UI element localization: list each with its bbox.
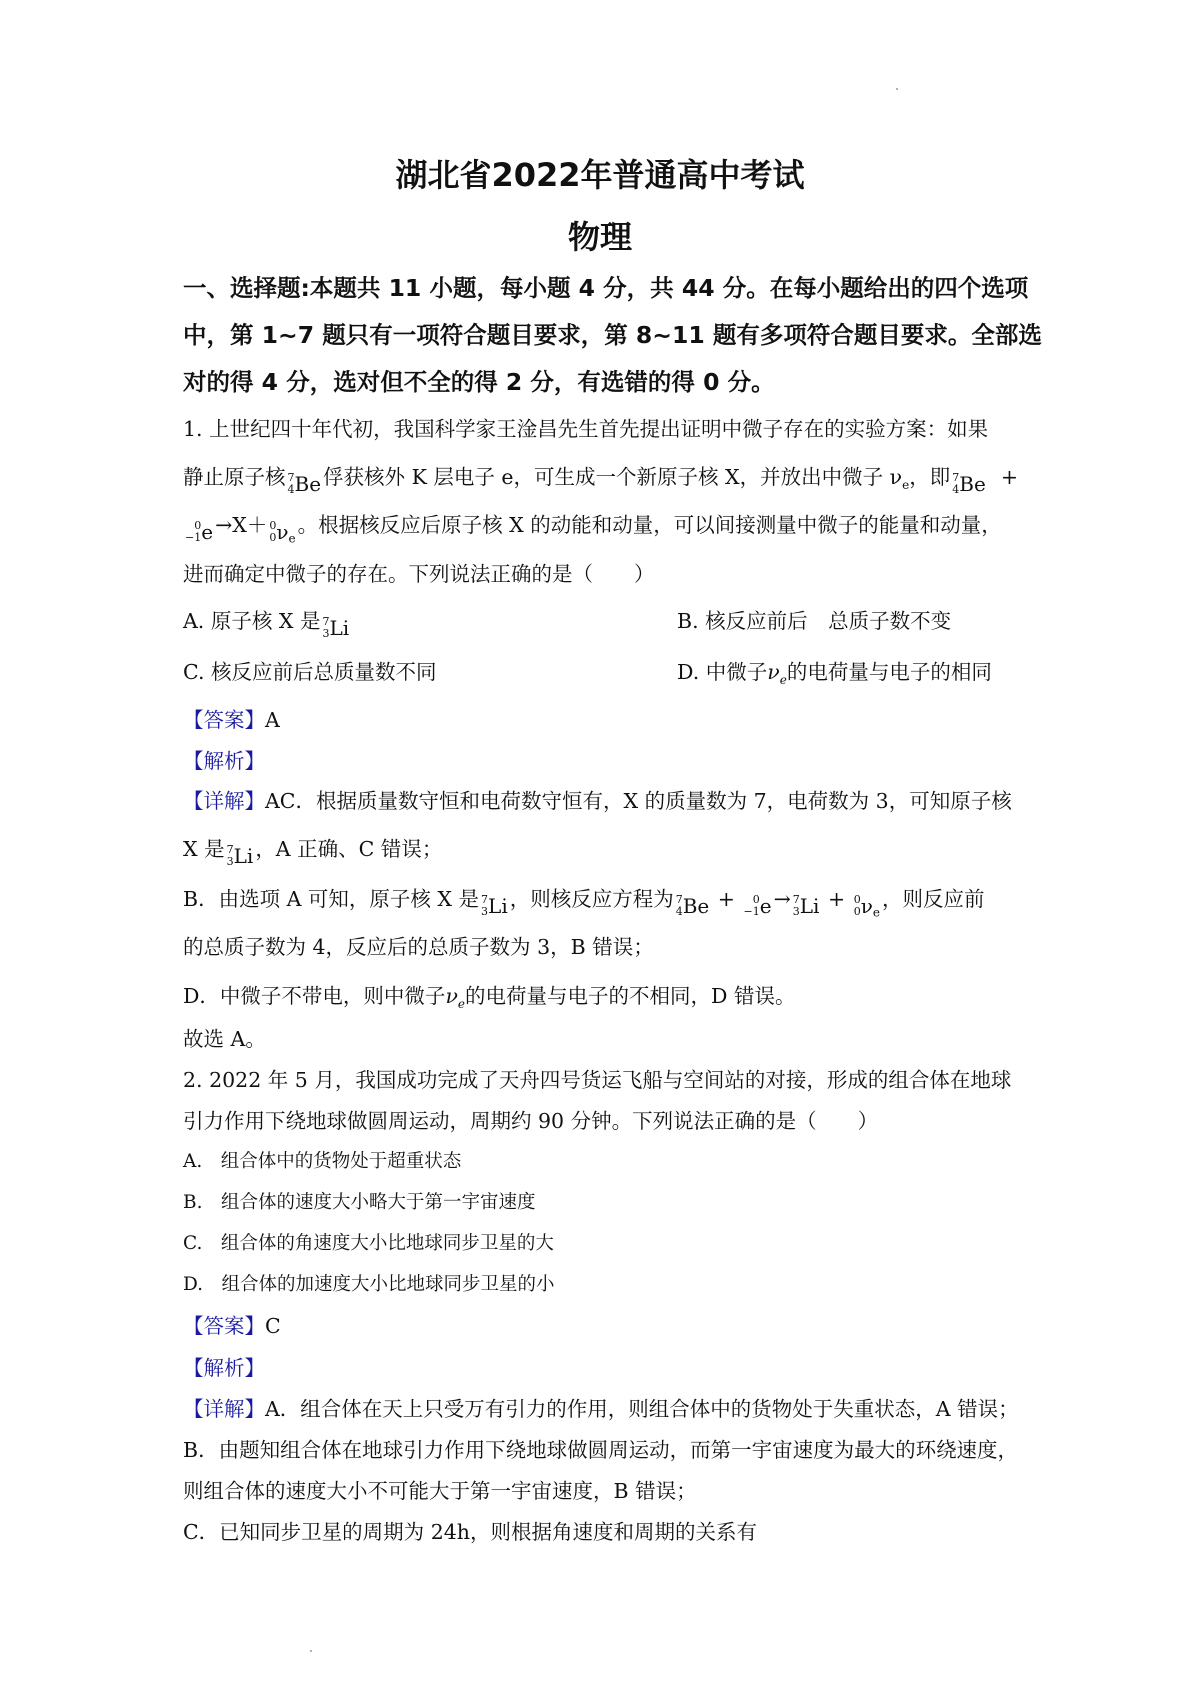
nuclide-neutrino: 0 0 $\nu_e$ [269, 518, 296, 546]
section-instruction: 中，第 1~7 题只有一项符合题目要求，第 8~11 题有多项符合题目要求。全部选 [183, 321, 1042, 349]
q2-option-b: B. 组合体的速度大小略大于第一宇宙速度 [183, 1192, 536, 1213]
q1-analysis-tag: 【解析】 [183, 749, 265, 773]
q1-option-a: A. 原子核 X 是 7 3 Li [183, 609, 350, 640]
q1-stem: 静止原子核 7 4 Be俘获核外 K 层电子 e，可生成一个新原子核 X，并放出中微子 $\nu_e$，即 7 4 Be + [183, 465, 1019, 496]
q2-detail: 【详解】A．组合体在天上只受万有引力的作用，则组合体中的货物处于失重状态，A 错误； [183, 1397, 1019, 1421]
section-instruction: 一、选择题:本题共 11 小题，每小题 4 分，共 44 分。在每小题给出的四个选项 [183, 274, 1029, 302]
subject-title: 物理 [567, 218, 632, 256]
nuclide-be: 7 4 Be [952, 470, 986, 496]
q2-stem: 2. 2022 年 5 月，我国成功完成了天舟四号货运飞船与空间站的对接，形成的组合体在地球 [183, 1068, 1012, 1092]
q1-detail: B．由选项 A 可知，原子核 X 是 7 3 Li，则核反应方程为 7 4 Be + 0 −1 e→ 7 3 Li + 0 0 $\nu_e$，则反应前 [183, 887, 985, 920]
q1-stem: 进而确定中微子的存在。下列说法正确的是（ ） [183, 562, 655, 586]
q2-stem: 引力作用下绕地球做圆周运动，周期约 90 分钟。下列说法正确的是（ ） [183, 1109, 879, 1133]
q2-analysis-tag: 【解析】 [183, 1356, 265, 1380]
q1-detail: 的总质子数为 4，反应后的总质子数为 3，B 错误； [183, 935, 654, 959]
scan-dot [310, 1650, 312, 1652]
q1-option-c: C. 核反应前后总质量数不同 [183, 660, 437, 684]
q2-detail: B．由题知组合体在地球引力作用下绕地球做圆周运动，而第一宇宙速度为最大的环绕速度， [183, 1438, 1019, 1462]
q1-detail: X 是 7 3 Li，A 正确、C 错误； [183, 837, 443, 868]
nuclide-electron: 0 −1 e [185, 518, 214, 544]
q1-detail: 【详解】AC．根据质量数守恒和电荷数守恒有，X 的质量数为 7，电荷数为 3，可知原子核 [183, 789, 1012, 813]
nuclide-be: 7 4 Be [287, 470, 322, 496]
section-instruction: 对的得 4 分，选对但不全的得 2 分，有选错的得 0 分。 [183, 368, 775, 396]
q1-stem: 0 −1 e→X＋ 0 0 $\nu_e$。根据核反应后原子核 X 的动能和动量，可以间接测量中微子的能量和动量， [185, 513, 1002, 546]
q1-detail: D．中微子不带电，则中微子$\nu_e$的电荷量与电子的不相同，D 错误。 [183, 984, 796, 1012]
scan-dot [896, 88, 898, 90]
exam-title: 湖北省2022年普通高中考试 [395, 156, 805, 194]
q2-option-d: D. 组合体的加速度大小比地球同步卫星的小 [183, 1274, 555, 1295]
q2-option-a: A. 组合体中的货物处于超重状态 [183, 1151, 462, 1172]
q2-option-c: C. 组合体的角速度大小比地球同步卫星的大 [183, 1233, 554, 1254]
q1-option-d: D. 中微子$\nu_e$的电荷量与电子的相同 [677, 660, 992, 688]
nuclide-li: 7 3 Li [322, 614, 350, 640]
q1-stem: 1. 上世纪四十年代初，我国科学家王淦昌先生首先提出证明中微子存在的实验方案：如果 [183, 417, 989, 441]
q2-detail: C．已知同步卫星的周期为 24h，则根据角速度和周期的关系有 [183, 1520, 757, 1544]
q2-detail: 则组合体的速度大小不可能大于第一宇宙速度，B 错误； [183, 1479, 697, 1503]
q1-answer: 【答案】A [183, 708, 280, 732]
q1-conclusion: 故选 A。 [183, 1027, 266, 1051]
q2-answer: 【答案】C [183, 1314, 281, 1338]
q1-option-b: B. 核反应前后 总质子数不变 [677, 609, 952, 633]
